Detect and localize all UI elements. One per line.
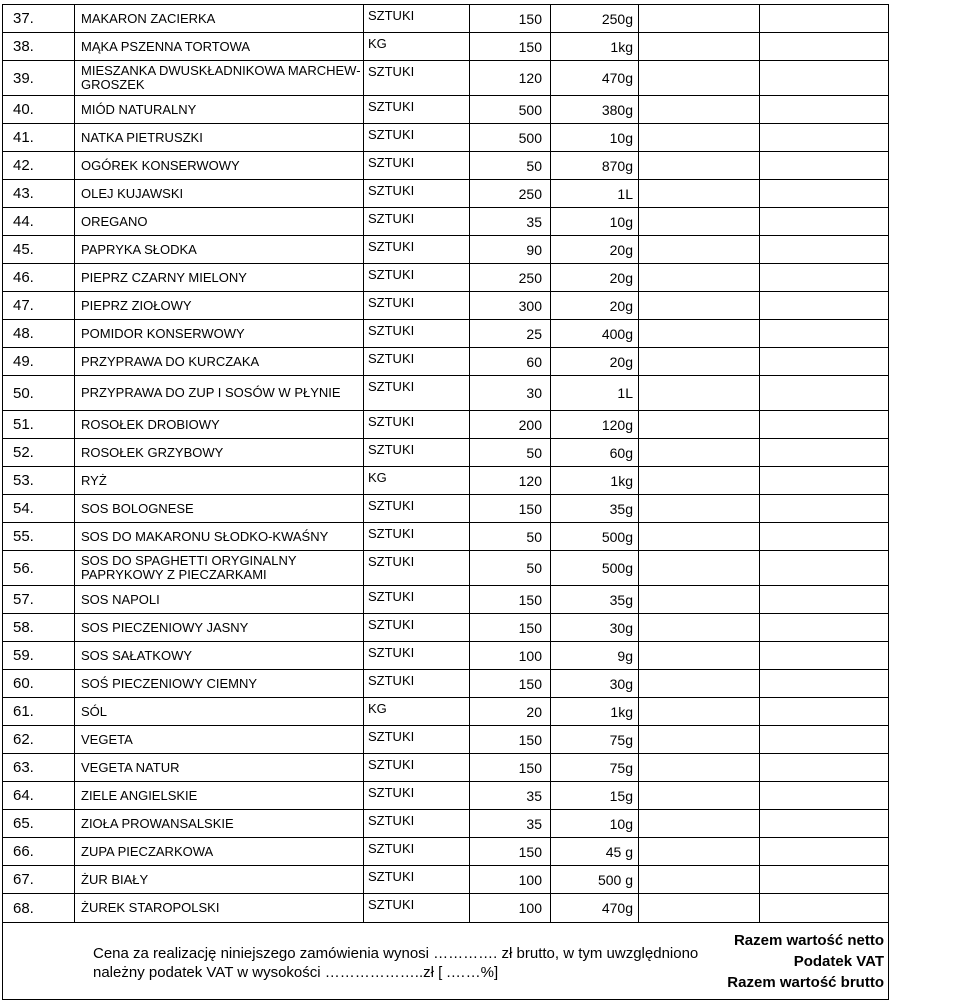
- table-row: [3, 642, 889, 670]
- total-price-cell: [760, 586, 889, 614]
- total-price-cell: [760, 292, 889, 320]
- table-row: [3, 894, 889, 923]
- product-name: ZUPA PIECZARKOWA: [75, 838, 364, 866]
- product-name: PRZYPRAWA DO KURCZAKA: [75, 348, 364, 376]
- unit-price-cell: [639, 236, 760, 264]
- package-size: 45 g: [551, 838, 639, 866]
- total-price-cell: [760, 439, 889, 467]
- product-name: MĄKA PSZENNA TORTOWA: [75, 33, 364, 61]
- package-size: 30g: [551, 670, 639, 698]
- table-row: [3, 614, 889, 642]
- total-price-cell: [760, 61, 889, 96]
- total-price-cell: [760, 642, 889, 670]
- table-row: [3, 586, 889, 614]
- total-price-cell: [760, 208, 889, 236]
- table-row: [3, 467, 889, 495]
- total-price-cell: [760, 698, 889, 726]
- quantity: 500: [470, 96, 551, 124]
- row-number: 42.: [3, 152, 75, 180]
- total-price-cell: [760, 838, 889, 866]
- unit-of-measure: SZTUKI: [364, 208, 470, 236]
- table-row: [3, 180, 889, 208]
- unit-of-measure: SZTUKI: [364, 642, 470, 670]
- row-number: 63.: [3, 754, 75, 782]
- quantity: 50: [470, 152, 551, 180]
- quantity: 250: [470, 264, 551, 292]
- unit-of-measure: KG: [364, 467, 470, 495]
- package-size: 400g: [551, 320, 639, 348]
- unit-of-measure: SZTUKI: [364, 152, 470, 180]
- package-size: 15g: [551, 782, 639, 810]
- package-size: 20g: [551, 236, 639, 264]
- unit-of-measure: SZTUKI: [364, 838, 470, 866]
- quantity: 200: [470, 411, 551, 439]
- unit-price-cell: [639, 670, 760, 698]
- total-price-cell: [760, 376, 889, 411]
- package-size: 870g: [551, 152, 639, 180]
- unit-price-cell: [639, 782, 760, 810]
- quantity: 35: [470, 810, 551, 838]
- quantity: 50: [470, 551, 551, 586]
- table-row: [3, 376, 889, 411]
- quantity: 150: [470, 33, 551, 61]
- unit-of-measure: SZTUKI: [364, 551, 470, 586]
- price-note: [93, 944, 698, 982]
- unit-of-measure: SZTUKI: [364, 376, 470, 411]
- package-size: 1kg: [551, 698, 639, 726]
- product-name: SOS BOLOGNESE: [75, 495, 364, 523]
- unit-price-cell: [639, 586, 760, 614]
- unit-of-measure: SZTUKI: [364, 614, 470, 642]
- package-size: 35g: [551, 586, 639, 614]
- table-row: [3, 551, 889, 586]
- package-size: 75g: [551, 754, 639, 782]
- unit-price-cell: [639, 642, 760, 670]
- total-price-cell: [760, 236, 889, 264]
- unit-price-cell: [639, 124, 760, 152]
- package-size: 75g: [551, 726, 639, 754]
- package-size: 1L: [551, 180, 639, 208]
- total-price-cell: [760, 5, 889, 33]
- row-number: 61.: [3, 698, 75, 726]
- quantity: 150: [470, 586, 551, 614]
- unit-price-cell: [639, 810, 760, 838]
- product-name: PIEPRZ ZIOŁOWY: [75, 292, 364, 320]
- row-number: 50.: [3, 376, 75, 411]
- unit-of-measure: SZTUKI: [364, 754, 470, 782]
- product-name: MIÓD NATURALNY: [75, 96, 364, 124]
- package-size: 470g: [551, 61, 639, 96]
- product-name: ZIOŁA PROWANSALSKIE: [75, 810, 364, 838]
- total-price-cell: [760, 320, 889, 348]
- quantity: 150: [470, 838, 551, 866]
- unit-of-measure: SZTUKI: [364, 264, 470, 292]
- product-name: POMIDOR KONSERWOWY: [75, 320, 364, 348]
- quantity: 100: [470, 866, 551, 894]
- total-price-cell: [760, 894, 889, 923]
- unit-price-cell: [639, 264, 760, 292]
- unit-of-measure: SZTUKI: [364, 292, 470, 320]
- product-name: SOS DO MAKARONU SŁODKO-KWAŚNY: [75, 523, 364, 551]
- total-price-cell: [760, 523, 889, 551]
- unit-of-measure: KG: [364, 33, 470, 61]
- table-row: [3, 124, 889, 152]
- unit-of-measure: SZTUKI: [364, 670, 470, 698]
- unit-price-cell: [639, 33, 760, 61]
- row-number: 67.: [3, 866, 75, 894]
- table-row: [3, 782, 889, 810]
- row-number: 39.: [3, 61, 75, 96]
- quantity: 150: [470, 726, 551, 754]
- package-size: 20g: [551, 264, 639, 292]
- unit-of-measure: SZTUKI: [364, 782, 470, 810]
- unit-of-measure: SZTUKI: [364, 411, 470, 439]
- row-number: 59.: [3, 642, 75, 670]
- quantity: 20: [470, 698, 551, 726]
- quantity: 150: [470, 670, 551, 698]
- gross-total-label: Razem wartość brutto: [727, 973, 884, 991]
- quantity: 150: [470, 614, 551, 642]
- quantity: 150: [470, 754, 551, 782]
- unit-price-cell: [639, 838, 760, 866]
- row-number: 64.: [3, 782, 75, 810]
- row-number: 47.: [3, 292, 75, 320]
- total-price-cell: [760, 124, 889, 152]
- total-price-cell: [760, 411, 889, 439]
- product-name: VEGETA NATUR: [75, 754, 364, 782]
- unit-of-measure: SZTUKI: [364, 810, 470, 838]
- package-size: 60g: [551, 439, 639, 467]
- product-name: NATKA PIETRUSZKI: [75, 124, 364, 152]
- row-number: 48.: [3, 320, 75, 348]
- quantity: 100: [470, 642, 551, 670]
- unit-of-measure: SZTUKI: [364, 439, 470, 467]
- unit-price-cell: [639, 376, 760, 411]
- total-price-cell: [760, 866, 889, 894]
- total-price-cell: [760, 551, 889, 586]
- net-total-label: Razem wartość netto: [733, 931, 884, 949]
- unit-price-cell: [639, 348, 760, 376]
- quantity: 250: [470, 180, 551, 208]
- product-name: OLEJ KUJAWSKI: [75, 180, 364, 208]
- row-number: 51.: [3, 411, 75, 439]
- product-name: ZIELE ANGIELSKIE: [75, 782, 364, 810]
- package-size: 30g: [551, 614, 639, 642]
- product-name: SOS PIECZENIOWY JASNY: [75, 614, 364, 642]
- quantity: 35: [470, 208, 551, 236]
- table-row: [3, 726, 889, 754]
- product-name: SÓL: [75, 698, 364, 726]
- row-number: 54.: [3, 495, 75, 523]
- unit-of-measure: SZTUKI: [364, 495, 470, 523]
- row-number: 49.: [3, 348, 75, 376]
- quantity: 90: [470, 236, 551, 264]
- row-number: 38.: [3, 33, 75, 61]
- table-row: [3, 152, 889, 180]
- table-row: [3, 348, 889, 376]
- product-name: PAPRYKA SŁODKA: [75, 236, 364, 264]
- table-row: [3, 61, 889, 96]
- row-number: 44.: [3, 208, 75, 236]
- unit-of-measure: KG: [364, 698, 470, 726]
- row-number: 46.: [3, 264, 75, 292]
- total-price-cell: [760, 614, 889, 642]
- unit-price-cell: [639, 894, 760, 923]
- product-name: SOS NAPOLI: [75, 586, 364, 614]
- table-row: [3, 866, 889, 894]
- product-name: SOS DO SPAGHETTI ORYGINALNY PAPRYKOWY Z PIECZARKAMI: [75, 551, 364, 586]
- table-row: [3, 5, 889, 33]
- package-size: 1kg: [551, 33, 639, 61]
- product-name: RYŻ: [75, 467, 364, 495]
- table-row: [3, 320, 889, 348]
- unit-price-cell: [639, 495, 760, 523]
- unit-of-measure: SZTUKI: [364, 61, 470, 96]
- total-price-cell: [760, 810, 889, 838]
- table-row: [3, 698, 889, 726]
- total-price-cell: [760, 670, 889, 698]
- total-price-cell: [760, 33, 889, 61]
- unit-price-cell: [639, 551, 760, 586]
- total-price-cell: [760, 96, 889, 124]
- unit-price-cell: [639, 320, 760, 348]
- table-row: [3, 439, 889, 467]
- package-size: 9g: [551, 642, 639, 670]
- table-row: [3, 208, 889, 236]
- unit-of-measure: SZTUKI: [364, 866, 470, 894]
- package-size: 500g: [551, 523, 639, 551]
- row-number: 55.: [3, 523, 75, 551]
- unit-of-measure: SZTUKI: [364, 523, 470, 551]
- unit-price-cell: [639, 5, 760, 33]
- row-number: 56.: [3, 551, 75, 586]
- row-number: 66.: [3, 838, 75, 866]
- package-size: 20g: [551, 292, 639, 320]
- quantity: 25: [470, 320, 551, 348]
- table-row: [3, 292, 889, 320]
- table-row: [3, 236, 889, 264]
- order-items-table: [2, 4, 889, 1000]
- package-size: 10g: [551, 810, 639, 838]
- package-size: 470g: [551, 894, 639, 923]
- quantity: 500: [470, 124, 551, 152]
- unit-of-measure: SZTUKI: [364, 586, 470, 614]
- unit-of-measure: SZTUKI: [364, 236, 470, 264]
- quantity: 300: [470, 292, 551, 320]
- table-row: [3, 411, 889, 439]
- unit-of-measure: SZTUKI: [364, 320, 470, 348]
- total-price-cell: [760, 348, 889, 376]
- unit-price-cell: [639, 96, 760, 124]
- row-number: 45.: [3, 236, 75, 264]
- unit-of-measure: SZTUKI: [364, 180, 470, 208]
- row-number: 65.: [3, 810, 75, 838]
- package-size: 35g: [551, 495, 639, 523]
- table-row: [3, 495, 889, 523]
- row-number: 68.: [3, 894, 75, 923]
- package-size: 380g: [551, 96, 639, 124]
- quantity: 120: [470, 467, 551, 495]
- unit-of-measure: SZTUKI: [364, 96, 470, 124]
- unit-price-cell: [639, 467, 760, 495]
- vat-label: Podatek VAT: [793, 952, 884, 970]
- row-number: 53.: [3, 467, 75, 495]
- row-number: 62.: [3, 726, 75, 754]
- package-size: 250g: [551, 5, 639, 33]
- quantity: 100: [470, 894, 551, 923]
- product-name: PIEPRZ CZARNY MIELONY: [75, 264, 364, 292]
- row-number: 43.: [3, 180, 75, 208]
- total-price-cell: [760, 264, 889, 292]
- unit-price-cell: [639, 180, 760, 208]
- quantity: 35: [470, 782, 551, 810]
- unit-of-measure: SZTUKI: [364, 5, 470, 33]
- quantity: 120: [470, 61, 551, 96]
- unit-price-cell: [639, 698, 760, 726]
- row-number: 60.: [3, 670, 75, 698]
- unit-price-cell: [639, 152, 760, 180]
- product-name: ŻUR BIAŁY: [75, 866, 364, 894]
- table-row: [3, 670, 889, 698]
- unit-price-cell: [639, 292, 760, 320]
- unit-price-cell: [639, 726, 760, 754]
- product-name: ROSOŁEK DROBIOWY: [75, 411, 364, 439]
- total-price-cell: [760, 152, 889, 180]
- product-name: PRZYPRAWA DO ZUP I SOSÓW W PŁYNIE: [75, 376, 364, 411]
- unit-of-measure: SZTUKI: [364, 348, 470, 376]
- unit-price-cell: [639, 754, 760, 782]
- unit-price-cell: [639, 208, 760, 236]
- product-name: OGÓREK KONSERWOWY: [75, 152, 364, 180]
- unit-of-measure: SZTUKI: [364, 894, 470, 923]
- unit-price-cell: [639, 411, 760, 439]
- unit-of-measure: SZTUKI: [364, 124, 470, 152]
- unit-price-cell: [639, 61, 760, 96]
- row-number: 37.: [3, 5, 75, 33]
- package-size: 10g: [551, 208, 639, 236]
- total-price-cell: [760, 467, 889, 495]
- table-row: [3, 523, 889, 551]
- package-size: 20g: [551, 348, 639, 376]
- product-name: MIESZANKA DWUSKŁADNIKOWA MARCHEW-GROSZEK: [75, 61, 364, 96]
- table-row: [3, 96, 889, 124]
- total-price-cell: [760, 180, 889, 208]
- unit-of-measure: SZTUKI: [364, 726, 470, 754]
- package-size: 120g: [551, 411, 639, 439]
- total-price-cell: [760, 782, 889, 810]
- price-note-line-2: należny podatek VAT w wysokości ………………..zł [ .……%]: [93, 964, 499, 981]
- price-note-line-1: Cena za realizację niniejszego zamówienia wynosi …………. zł brutto, w tym uwzględniono: [93, 945, 699, 962]
- row-number: 58.: [3, 614, 75, 642]
- package-size: 1kg: [551, 467, 639, 495]
- product-name: OREGANO: [75, 208, 364, 236]
- quantity: 50: [470, 523, 551, 551]
- table-row: [3, 810, 889, 838]
- total-price-cell: [760, 754, 889, 782]
- product-name: SOS SAŁATKOWY: [75, 642, 364, 670]
- unit-price-cell: [639, 614, 760, 642]
- table-row: [3, 754, 889, 782]
- product-name: MAKARON ZACIERKA: [75, 5, 364, 33]
- unit-price-cell: [639, 523, 760, 551]
- product-name: VEGETA: [75, 726, 364, 754]
- table-row: [3, 838, 889, 866]
- quantity: 60: [470, 348, 551, 376]
- package-size: 1L: [551, 376, 639, 411]
- product-name: ROSOŁEK GRZYBOWY: [75, 439, 364, 467]
- quantity: 150: [470, 495, 551, 523]
- quantity: 50: [470, 439, 551, 467]
- package-size: 500g: [551, 551, 639, 586]
- row-number: 52.: [3, 439, 75, 467]
- quantity: 150: [470, 5, 551, 33]
- product-name: SOŚ PIECZENIOWY CIEMNY: [75, 670, 364, 698]
- unit-price-cell: [639, 439, 760, 467]
- product-name: ŻUREK STAROPOLSKI: [75, 894, 364, 923]
- table-row: [3, 33, 889, 61]
- row-number: 57.: [3, 586, 75, 614]
- quantity: 30: [470, 376, 551, 411]
- total-price-cell: [760, 495, 889, 523]
- package-size: 10g: [551, 124, 639, 152]
- row-number: 41.: [3, 124, 75, 152]
- row-number: 40.: [3, 96, 75, 124]
- unit-price-cell: [639, 866, 760, 894]
- package-size: 500 g: [551, 866, 639, 894]
- total-price-cell: [760, 726, 889, 754]
- table-row: [3, 264, 889, 292]
